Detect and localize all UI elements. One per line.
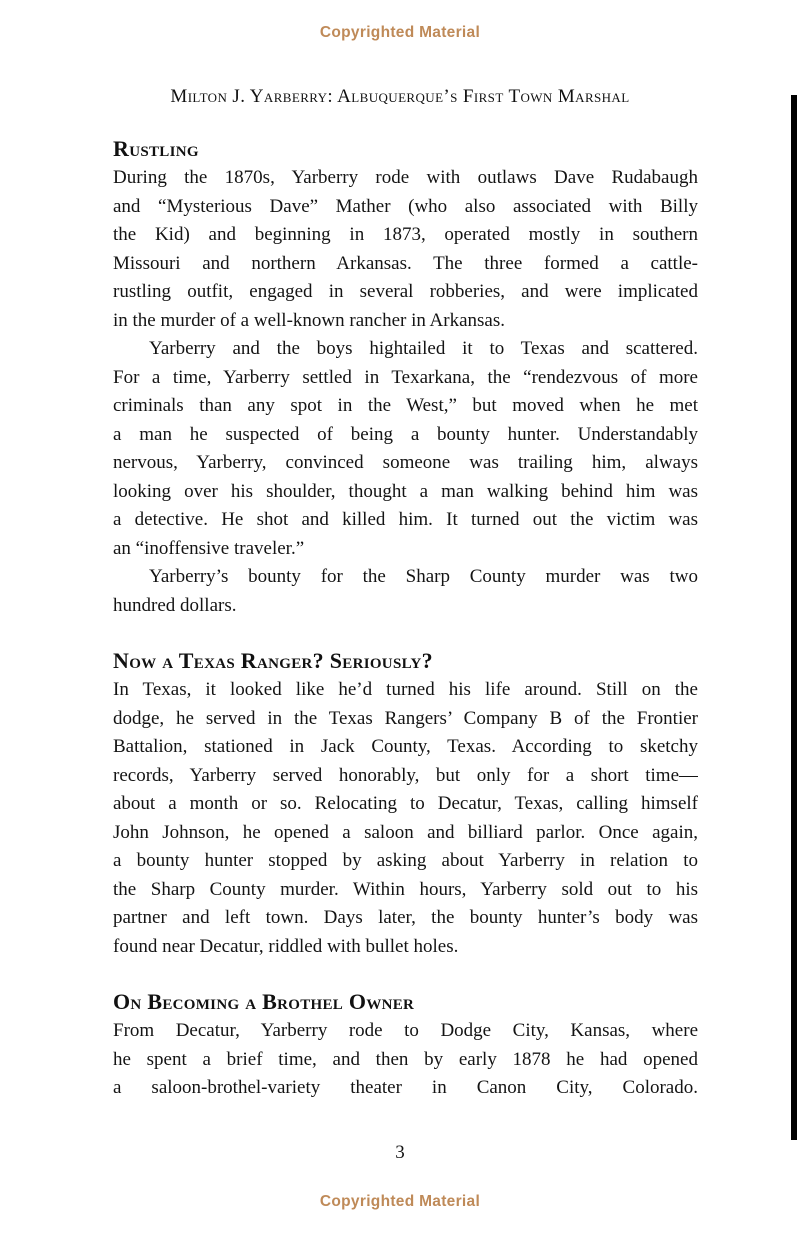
text-line: found near Decatur, riddled with bullet holes. xyxy=(113,935,459,957)
text-line: a saloon-brothel-variety theater in Canon City, Colorado. xyxy=(113,1077,698,1098)
text-line: an “inoffensive traveler.” xyxy=(113,537,305,559)
text-line: a bounty hunter stopped by asking about Yarberry in relation to xyxy=(113,850,698,871)
text-line: During the 1870s, Yarberry rode with outlaws Dave Rudabaugh xyxy=(113,167,698,188)
copyright-notice-bottom: Copyrighted Material xyxy=(319,1193,481,1210)
text-line: the Sharp County murder. Within hours, Yarberry sold out to his xyxy=(113,878,698,900)
text-line: the Kid) and beginning in 1873, operated mostly in southern xyxy=(113,224,698,245)
text-line: From Decatur, Yarberry rode to Dodge City, Kansas, where xyxy=(113,1020,698,1041)
paragraph xyxy=(113,1017,698,1103)
text-line: For a time, Yarberry settled in Texarkana, the “rendezvous of more xyxy=(113,366,698,388)
paragraph xyxy=(113,335,698,563)
text-line: dodge, he served in the Texas Rangers’ Company B of the Frontier xyxy=(113,707,698,729)
text-line: and “Mysterious Dave” Mather (who also associated with Billy xyxy=(113,195,698,217)
text-line: Missouri and northern Arkansas. The three formed a cattle- xyxy=(113,252,698,274)
text-line: a man he suspected of being a bounty hunter. Understandably xyxy=(113,423,698,445)
section-heading-brothel-owner: On Becoming a Brothel Owner xyxy=(113,989,415,1014)
text-line: partner and left town. Days later, the bounty hunter’s body was xyxy=(113,907,698,928)
text-line: he spent a brief time, and then by early 1878 he had opened xyxy=(113,1048,698,1070)
text-line: Yarberry and the boys hightailed it to Texas and scattered. xyxy=(149,338,698,359)
text-line: nervous, Yarberry, convinced someone was trailing him, always xyxy=(113,452,698,473)
text-line: looking over his shoulder, thought a man walking behind him was xyxy=(113,480,698,502)
text-line: In Texas, it looked like he’d turned his life around. Still on the xyxy=(113,679,698,700)
text-line: a detective. He shot and killed him. It turned out the victim was xyxy=(113,509,698,530)
text-line: hundred dollars. xyxy=(113,594,237,616)
text-line: rustling outfit, engaged in several robberies, and were implicated xyxy=(113,281,698,302)
running-head: Milton J. Yarberry: Albuquerque’s First Town Marshal xyxy=(170,86,630,107)
copyright-notice-top: Copyrighted Material xyxy=(319,24,481,41)
text-line: Yarberry’s bounty for the Sharp County murder was two xyxy=(149,566,698,587)
paragraph xyxy=(113,164,698,335)
section-heading-texas-ranger: Now a Texas Ranger? Seriously? xyxy=(113,648,433,673)
page-number: 3 xyxy=(395,1142,405,1163)
text-line: records, Yarberry served honorably, but only for a short time— xyxy=(113,764,698,786)
page-edge-bar xyxy=(791,95,797,1140)
paragraph xyxy=(113,563,698,620)
text-line: in the murder of a well-known rancher in Arkansas. xyxy=(113,309,506,331)
page-content xyxy=(113,134,698,1103)
section-heading-rustling: Rustling xyxy=(113,136,199,161)
text-line: John Johnson, he opened a saloon and billiard parlor. Once again, xyxy=(113,821,698,843)
text-line: about a month or so. Relocating to Decatur, Texas, calling himself xyxy=(113,793,698,814)
paragraph xyxy=(113,676,698,961)
text-line: Battalion, stationed in Jack County, Texas. According to sketchy xyxy=(113,736,698,757)
text-line: criminals than any spot in the West,” but moved when he met xyxy=(113,395,698,416)
